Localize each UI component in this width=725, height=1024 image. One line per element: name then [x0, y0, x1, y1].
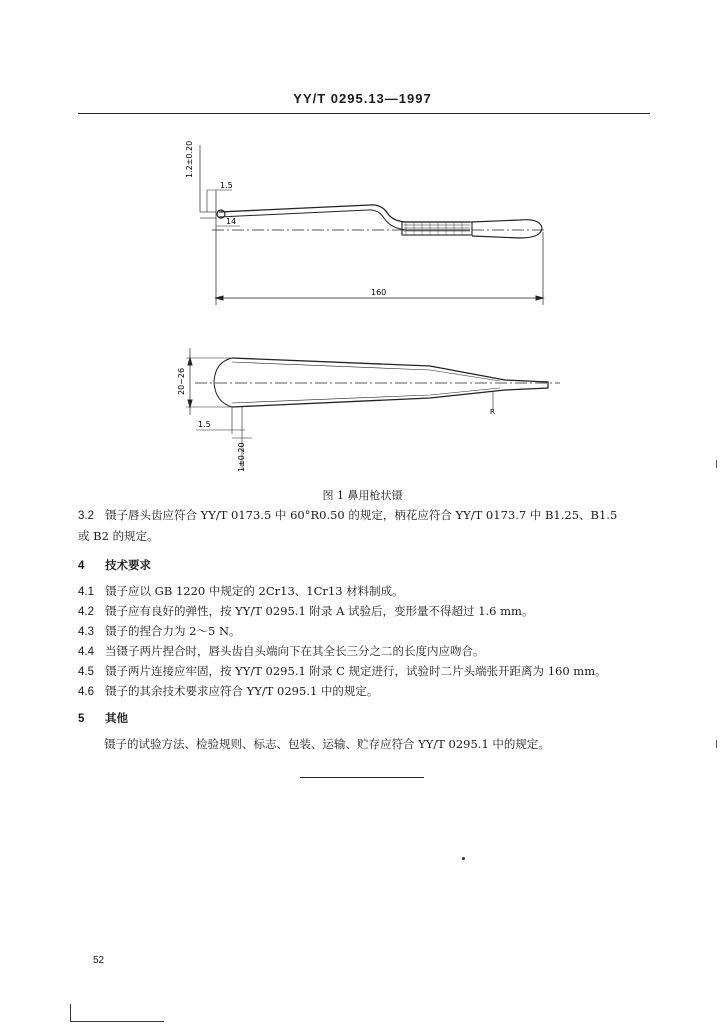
- dim-tip-width-bottom: 1.5: [198, 420, 211, 429]
- footer-rule: [70, 1021, 164, 1022]
- clause-3-2: [78, 505, 663, 546]
- section-5-text: 镊子的试验方法、检验规则、标志、包装、运输、贮存应符合 YY/T 0295.1 中的规定。: [104, 737, 550, 751]
- clause-number: 4.6: [78, 686, 94, 698]
- clause-text: 镊子两片连接应牢固，按 YY/T 0295.1 附录 C 规定进行，试验时二片头端张开距离为 160 mm。: [105, 664, 607, 678]
- clause-text: 镊子应有良好的弹性，按 YY/T 0295.1 附录 A 试验后，变形量不得超过 1.6 mm。: [105, 604, 534, 618]
- footer-mark: [70, 1004, 71, 1022]
- clause-text: 当镊子两片捏合时，唇头齿自头端向下在其全长三分之二的长度内应吻合。: [105, 644, 485, 658]
- clause-4-6: [78, 681, 663, 702]
- clause-text: 镊子的其余技术要求应符合 YY/T 0295.1 中的规定。: [105, 684, 379, 698]
- dim-overall-length: 160: [371, 288, 387, 297]
- clause-number: 4.2: [78, 606, 94, 618]
- figure-caption: 图 1 鼻用枪状镊: [322, 489, 403, 502]
- clause-4-4: [78, 641, 663, 662]
- clause-text: 镊子的捏合力为 2～5 N。: [105, 624, 241, 638]
- clause-number: 4.5: [78, 666, 94, 678]
- clause-4-2: [78, 601, 663, 622]
- clause-number: 4.1: [78, 586, 94, 598]
- section-number: 4: [78, 560, 85, 572]
- dim-tip-thickness-bottom: 1±0.20: [237, 442, 246, 472]
- clause-number: 4.4: [78, 646, 94, 658]
- clause-text: 镊子应以 GB 1220 中规定的 2Cr13、1Cr13 材料制成。: [105, 584, 404, 598]
- dim-tip-length: 14: [226, 217, 237, 226]
- clause-number: 3.2: [78, 510, 94, 522]
- clause-text-cont: 或 B2 的规定。: [78, 529, 159, 543]
- page-number: 52: [93, 955, 105, 966]
- section-4-heading: [78, 557, 151, 573]
- dim-radius: R: [490, 408, 495, 416]
- clause-text: 镊子唇头齿应符合 YY/T 0173.5 中 60°R0.50 的规定，柄花应符合 YY/T 0173.7 中 B1.25、B1.5: [105, 508, 618, 522]
- forceps-figure: [0, 0, 725, 500]
- edge-mark: [716, 740, 717, 748]
- dim-handle-width: 20~26: [177, 367, 186, 395]
- side-view: [200, 145, 545, 305]
- edge-mark: [716, 460, 717, 468]
- dim-tip-width-top: 1.5: [220, 181, 233, 190]
- end-rule: [300, 777, 424, 778]
- clause-number: 4.3: [78, 626, 94, 638]
- standard-header: YY/T 0295.13—1997: [293, 91, 432, 106]
- section-title: 其他: [105, 711, 128, 725]
- section-title: 技术要求: [105, 558, 151, 572]
- scan-speck: [462, 857, 465, 860]
- clause-4-5: [78, 661, 663, 682]
- section-number: 5: [78, 713, 85, 725]
- clause-4-3: [78, 621, 663, 642]
- section-5-heading: [78, 710, 128, 726]
- dim-thickness: 1.2±0.20: [185, 140, 194, 178]
- clause-4-1: [78, 581, 663, 602]
